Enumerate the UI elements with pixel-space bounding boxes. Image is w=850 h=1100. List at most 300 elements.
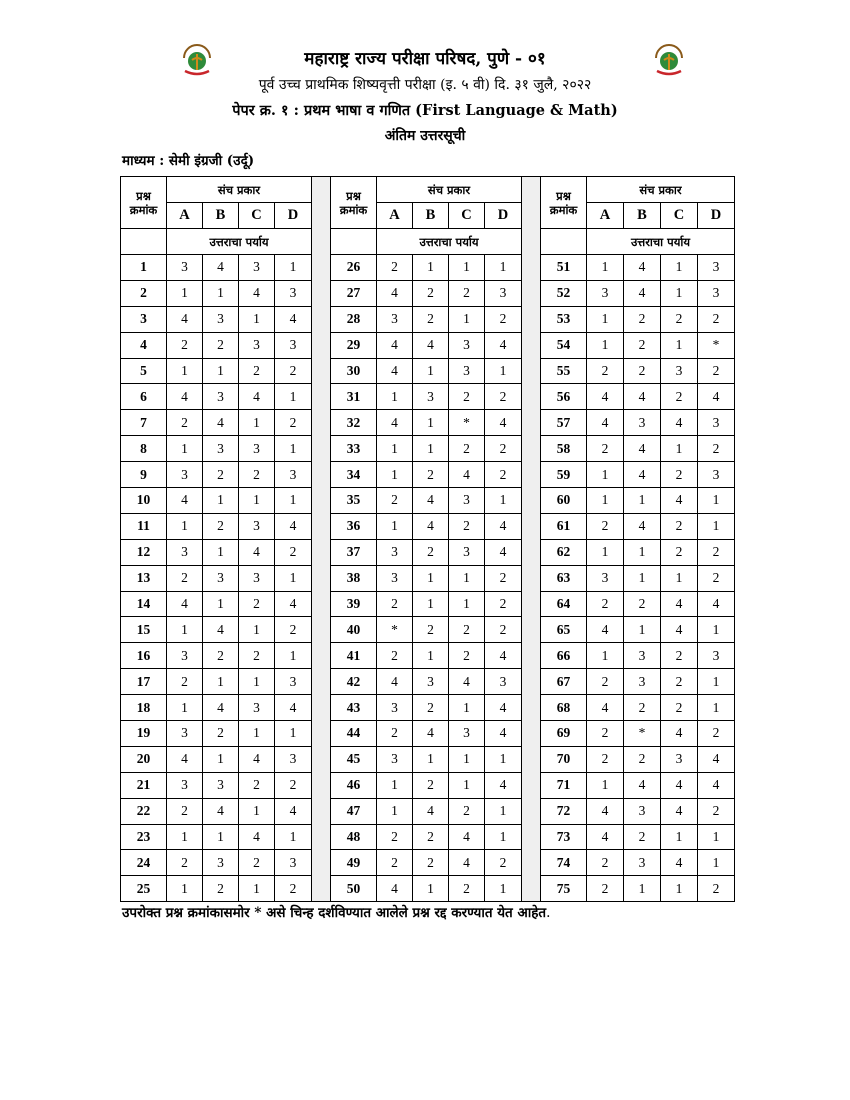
question-number: 38 — [331, 565, 377, 591]
answer-cell: 1 — [239, 721, 275, 747]
question-number: 12 — [121, 539, 167, 565]
answer-cell: 1 — [203, 539, 239, 565]
set-letter: A — [377, 203, 413, 229]
answer-cell: 1 — [624, 539, 661, 565]
answer-cell: 2 — [661, 695, 698, 721]
question-number: 8 — [121, 436, 167, 462]
answer-cell: 1 — [275, 565, 312, 591]
answer-cell: 3 — [167, 539, 203, 565]
answer-cell: 4 — [239, 384, 275, 410]
column-divider — [522, 177, 541, 902]
question-number: 50 — [331, 876, 377, 902]
answer-cell: 3 — [624, 643, 661, 669]
table-row — [121, 669, 735, 695]
answer-cell: 2 — [624, 746, 661, 772]
answer-cell: 1 — [449, 255, 485, 281]
answer-cell: 2 — [661, 643, 698, 669]
answer-cell: 2 — [275, 410, 312, 436]
answer-cell: 2 — [239, 358, 275, 384]
answer-cell: 3 — [698, 255, 735, 281]
answer-cell: 4 — [203, 617, 239, 643]
table-row — [121, 591, 735, 617]
answer-cell: 2 — [698, 721, 735, 747]
answer-cell: 4 — [377, 332, 413, 358]
question-number: 47 — [331, 798, 377, 824]
answer-cell: 2 — [377, 488, 413, 514]
answer-cell: 4 — [275, 591, 312, 617]
answer-cell: 3 — [587, 280, 624, 306]
answer-cell: 2 — [485, 617, 522, 643]
answer-cell: 3 — [698, 410, 735, 436]
answer-cell: 2 — [167, 410, 203, 436]
answer-cell: 2 — [203, 721, 239, 747]
answer-cell: 3 — [239, 255, 275, 281]
answer-cell: 4 — [413, 721, 449, 747]
question-number: 31 — [331, 384, 377, 410]
question-number: 18 — [121, 695, 167, 721]
answer-cell: 1 — [203, 824, 239, 850]
question-number: 41 — [331, 643, 377, 669]
answer-cell: 1 — [203, 280, 239, 306]
answer-cell: 3 — [624, 798, 661, 824]
answer-cell: 2 — [239, 772, 275, 798]
question-number: 59 — [541, 462, 587, 488]
answer-cell: 1 — [275, 436, 312, 462]
answer-cell: 1 — [661, 332, 698, 358]
answer-cell: 2 — [203, 513, 239, 539]
answer-cell: 1 — [413, 591, 449, 617]
answer-cell: 4 — [449, 824, 485, 850]
answer-cell: 4 — [377, 876, 413, 902]
question-number: 23 — [121, 824, 167, 850]
table-row — [121, 513, 735, 539]
question-number: 13 — [121, 565, 167, 591]
answer-cell: 4 — [624, 513, 661, 539]
answer-cell: 1 — [413, 876, 449, 902]
question-number: 3 — [121, 306, 167, 332]
answer-cell: 4 — [239, 539, 275, 565]
answer-cell: 2 — [587, 746, 624, 772]
answer-cell: 4 — [624, 384, 661, 410]
answer-cell: 1 — [413, 410, 449, 436]
answer-cell: 2 — [698, 565, 735, 591]
answer-cell: 4 — [587, 695, 624, 721]
answer-cell: 4 — [413, 798, 449, 824]
question-number: 54 — [541, 332, 587, 358]
answer-cell: 3 — [413, 669, 449, 695]
set-letter: B — [624, 203, 661, 229]
question-number: 39 — [331, 591, 377, 617]
answer-cell: 4 — [624, 280, 661, 306]
answer-cell: 3 — [449, 488, 485, 514]
answer-cell: 1 — [377, 513, 413, 539]
answer-cell: 2 — [698, 306, 735, 332]
answer-key-title: अंतिम उत्तरसूची — [384, 128, 466, 144]
answer-cell: 1 — [377, 772, 413, 798]
answer-cell: 4 — [661, 772, 698, 798]
answer-cell: 4 — [377, 410, 413, 436]
table-row — [121, 410, 735, 436]
answer-cell: 2 — [485, 565, 522, 591]
answer-cell: 1 — [413, 255, 449, 281]
question-number: 5 — [121, 358, 167, 384]
answer-cell: 4 — [377, 669, 413, 695]
question-number: 37 — [331, 539, 377, 565]
question-number: 66 — [541, 643, 587, 669]
answer-cell: 3 — [661, 746, 698, 772]
answer-cell: 1 — [167, 824, 203, 850]
answer-cell: 1 — [449, 746, 485, 772]
answer-cell: 3 — [203, 384, 239, 410]
answer-cell: 1 — [587, 488, 624, 514]
answer-cell: 2 — [239, 462, 275, 488]
set-letter: C — [661, 203, 698, 229]
paper-title: पेपर क्र. १ : प्रथम भाषा व गणित (First Language & Math) — [232, 102, 618, 119]
answer-cell: * — [698, 332, 735, 358]
answer-cell: 2 — [413, 306, 449, 332]
answer-cell: 2 — [624, 824, 661, 850]
table-row — [121, 850, 735, 876]
question-number: 24 — [121, 850, 167, 876]
question-number: 29 — [331, 332, 377, 358]
answer-cell: 1 — [275, 824, 312, 850]
answer-cell: 1 — [698, 695, 735, 721]
answer-cell: 4 — [661, 617, 698, 643]
answer-cell: 1 — [239, 488, 275, 514]
answer-cell: 4 — [624, 436, 661, 462]
answer-cell: 4 — [485, 721, 522, 747]
answer-cell: 1 — [275, 643, 312, 669]
answer-cell: 2 — [377, 721, 413, 747]
answer-cell: 3 — [661, 358, 698, 384]
question-number: 36 — [331, 513, 377, 539]
table-row — [121, 255, 735, 281]
answer-cell: 1 — [449, 695, 485, 721]
header-spacer — [121, 229, 167, 255]
answer-cell: 2 — [275, 358, 312, 384]
answer-cell: 4 — [203, 798, 239, 824]
table-row — [121, 539, 735, 565]
answer-cell: 2 — [377, 255, 413, 281]
answer-cell: 3 — [239, 565, 275, 591]
question-number: 42 — [331, 669, 377, 695]
answer-cell: 4 — [587, 410, 624, 436]
question-number: 43 — [331, 695, 377, 721]
answer-cell: 1 — [413, 643, 449, 669]
answer-cell: 2 — [377, 850, 413, 876]
answer-cell: 1 — [275, 384, 312, 410]
answer-cell: 3 — [485, 669, 522, 695]
answer-cell: 1 — [698, 850, 735, 876]
question-number: 25 — [121, 876, 167, 902]
answer-cell: 3 — [275, 746, 312, 772]
answer-cell: 2 — [661, 539, 698, 565]
set-letter: B — [203, 203, 239, 229]
table-row — [121, 772, 735, 798]
answer-cell: 1 — [661, 876, 698, 902]
answer-cell: 2 — [587, 850, 624, 876]
question-number: 58 — [541, 436, 587, 462]
answer-cell: 4 — [624, 255, 661, 281]
answer-cell: 3 — [203, 772, 239, 798]
answer-cell: 3 — [203, 565, 239, 591]
answer-cell: 1 — [485, 824, 522, 850]
answer-cell: 1 — [167, 617, 203, 643]
answer-cell: 1 — [624, 876, 661, 902]
answer-cell: 2 — [624, 358, 661, 384]
question-number: 21 — [121, 772, 167, 798]
answer-cell: 1 — [485, 876, 522, 902]
answer-cell: 2 — [449, 384, 485, 410]
question-number: 65 — [541, 617, 587, 643]
question-number: 60 — [541, 488, 587, 514]
question-number: 32 — [331, 410, 377, 436]
answer-cell: 2 — [587, 436, 624, 462]
question-number: 22 — [121, 798, 167, 824]
answer-cell: 4 — [167, 384, 203, 410]
set-type-header: संच प्रकार — [587, 177, 735, 203]
header-spacer — [331, 229, 377, 255]
answer-cell: 4 — [698, 384, 735, 410]
answer-cell: 4 — [167, 488, 203, 514]
answer-cell: 2 — [485, 436, 522, 462]
answer-cell: 2 — [167, 798, 203, 824]
answer-cell: 3 — [377, 695, 413, 721]
answer-cell: 4 — [587, 617, 624, 643]
answer-cell: 1 — [377, 798, 413, 824]
answer-cell: 4 — [449, 850, 485, 876]
answer-cell: 1 — [167, 513, 203, 539]
answer-cell: 1 — [449, 306, 485, 332]
answer-cell: 4 — [624, 772, 661, 798]
answer-cell: 1 — [449, 591, 485, 617]
answer-cell: 2 — [449, 513, 485, 539]
answer-cell: 4 — [275, 306, 312, 332]
question-number: 6 — [121, 384, 167, 410]
question-number: 74 — [541, 850, 587, 876]
answer-cell: 1 — [485, 488, 522, 514]
set-type-header: संच प्रकार — [167, 177, 312, 203]
answer-cell: 1 — [624, 565, 661, 591]
answer-cell: 2 — [167, 565, 203, 591]
answer-cell: 3 — [239, 513, 275, 539]
answer-cell: 2 — [377, 824, 413, 850]
table-row — [121, 876, 735, 902]
question-number: 53 — [541, 306, 587, 332]
answer-cell: 2 — [377, 591, 413, 617]
answer-cell: 4 — [377, 358, 413, 384]
table-row — [121, 436, 735, 462]
answer-cell: 3 — [167, 721, 203, 747]
answer-cell: 2 — [624, 695, 661, 721]
question-number: 11 — [121, 513, 167, 539]
answer-cell: 3 — [203, 850, 239, 876]
answer-cell: 2 — [167, 669, 203, 695]
answer-cell: 3 — [698, 280, 735, 306]
answer-cell: 2 — [167, 332, 203, 358]
answer-cell: 2 — [413, 280, 449, 306]
answer-cell: 2 — [624, 332, 661, 358]
answer-cell: 4 — [661, 410, 698, 436]
answer-cell: 1 — [624, 488, 661, 514]
table-row — [121, 384, 735, 410]
answer-cell: 3 — [485, 280, 522, 306]
table-row — [121, 280, 735, 306]
answer-cell: 1 — [413, 565, 449, 591]
answer-cell: 2 — [413, 617, 449, 643]
question-number: 63 — [541, 565, 587, 591]
answer-cell: 1 — [698, 669, 735, 695]
question-number: 28 — [331, 306, 377, 332]
answer-cell: 1 — [587, 539, 624, 565]
question-number: 20 — [121, 746, 167, 772]
answer-cell: 1 — [203, 358, 239, 384]
question-number: 15 — [121, 617, 167, 643]
answer-cell: 2 — [698, 358, 735, 384]
answer-cell: 1 — [485, 255, 522, 281]
answer-cell: 1 — [624, 617, 661, 643]
answer-cell: 2 — [275, 617, 312, 643]
answer-cell: 2 — [413, 695, 449, 721]
answer-cell: 3 — [167, 772, 203, 798]
question-number: 64 — [541, 591, 587, 617]
answer-option-header: उत्तराचा पर्याय — [587, 229, 735, 255]
table-row — [121, 332, 735, 358]
answer-cell: 4 — [413, 488, 449, 514]
question-number-header: प्रश्न क्रमांक — [541, 177, 587, 229]
question-number: 30 — [331, 358, 377, 384]
answer-cell: 2 — [449, 876, 485, 902]
answer-cell: 4 — [167, 591, 203, 617]
answer-cell: 4 — [449, 669, 485, 695]
header-spacer — [541, 229, 587, 255]
answer-cell: 2 — [485, 850, 522, 876]
question-number: 71 — [541, 772, 587, 798]
answer-cell: 4 — [587, 384, 624, 410]
answer-cell: 2 — [239, 643, 275, 669]
answer-cell: 4 — [167, 306, 203, 332]
answer-cell: 2 — [377, 643, 413, 669]
table-row — [121, 617, 735, 643]
answer-cell: 3 — [377, 746, 413, 772]
answer-cell: 2 — [275, 876, 312, 902]
question-number: 46 — [331, 772, 377, 798]
answer-cell: 4 — [275, 695, 312, 721]
footnote-text: उपरोक्त प्रश्न क्रमांकासमोर * असे चिन्ह दर्शविण्यात आलेले प्रश्न रद्द करण्यात येत आहेत — [122, 905, 547, 921]
answer-cell: 2 — [485, 306, 522, 332]
answer-cell: 1 — [203, 669, 239, 695]
answer-cell: 4 — [167, 746, 203, 772]
answer-cell: 4 — [203, 695, 239, 721]
answer-cell: 4 — [413, 332, 449, 358]
answer-cell: 2 — [698, 876, 735, 902]
question-number: 44 — [331, 721, 377, 747]
answer-cell: 2 — [167, 850, 203, 876]
answer-cell: 3 — [449, 358, 485, 384]
answer-cell: 4 — [661, 850, 698, 876]
answer-cell: 2 — [275, 539, 312, 565]
question-number: 49 — [331, 850, 377, 876]
answer-cell: 2 — [239, 591, 275, 617]
document-header — [0, 46, 850, 148]
answer-cell: 1 — [698, 513, 735, 539]
medium-label: माध्यम : सेमी इंग्रजी (उर्दू) — [122, 153, 255, 169]
answer-cell: 1 — [239, 669, 275, 695]
answer-cell: 2 — [449, 798, 485, 824]
answer-cell: 4 — [203, 255, 239, 281]
answer-cell: 3 — [413, 384, 449, 410]
answer-cell: 4 — [275, 513, 312, 539]
answer-cell: 1 — [587, 332, 624, 358]
answer-cell: 1 — [203, 746, 239, 772]
set-letter: C — [239, 203, 275, 229]
answer-cell: 1 — [698, 617, 735, 643]
answer-cell: 3 — [449, 721, 485, 747]
answer-cell: 1 — [661, 280, 698, 306]
answer-cell: 2 — [587, 721, 624, 747]
answer-cell: 4 — [485, 539, 522, 565]
question-number: 62 — [541, 539, 587, 565]
answer-cell: 1 — [239, 876, 275, 902]
answer-cell: 4 — [485, 332, 522, 358]
answer-key-table — [120, 176, 735, 902]
answer-cell: 2 — [203, 462, 239, 488]
table-row — [121, 306, 735, 332]
answer-cell: 2 — [203, 876, 239, 902]
question-number-header: प्रश्न क्रमांक — [121, 177, 167, 229]
answer-cell: 1 — [167, 358, 203, 384]
question-number: 2 — [121, 280, 167, 306]
answer-cell: 2 — [449, 617, 485, 643]
question-number: 73 — [541, 824, 587, 850]
set-letter: A — [167, 203, 203, 229]
question-number: 27 — [331, 280, 377, 306]
answer-cell: 2 — [275, 772, 312, 798]
answer-cell: 3 — [377, 565, 413, 591]
answer-cell: 2 — [449, 436, 485, 462]
answer-cell: 3 — [167, 462, 203, 488]
table-row — [121, 695, 735, 721]
table-row — [121, 798, 735, 824]
answer-cell: 2 — [449, 280, 485, 306]
set-type-header: संच प्रकार — [377, 177, 522, 203]
answer-cell: 1 — [275, 488, 312, 514]
answer-cell: 1 — [698, 824, 735, 850]
answer-cell: 1 — [587, 462, 624, 488]
question-number: 68 — [541, 695, 587, 721]
answer-cell: 3 — [624, 850, 661, 876]
answer-cell: 2 — [587, 669, 624, 695]
answer-cell: 2 — [413, 462, 449, 488]
answer-cell: 2 — [485, 462, 522, 488]
question-number: 40 — [331, 617, 377, 643]
answer-cell: 4 — [698, 746, 735, 772]
table-row — [121, 565, 735, 591]
question-number: 4 — [121, 332, 167, 358]
answer-cell: 2 — [698, 798, 735, 824]
table-row — [121, 462, 735, 488]
answer-cell: 3 — [275, 332, 312, 358]
answer-cell: 3 — [449, 539, 485, 565]
answer-cell: 1 — [167, 695, 203, 721]
answer-cell: 2 — [661, 306, 698, 332]
question-number: 55 — [541, 358, 587, 384]
answer-cell: * — [449, 410, 485, 436]
answer-cell: 3 — [698, 643, 735, 669]
answer-cell: 4 — [239, 280, 275, 306]
answer-cell: 2 — [624, 306, 661, 332]
answer-cell: 4 — [239, 746, 275, 772]
